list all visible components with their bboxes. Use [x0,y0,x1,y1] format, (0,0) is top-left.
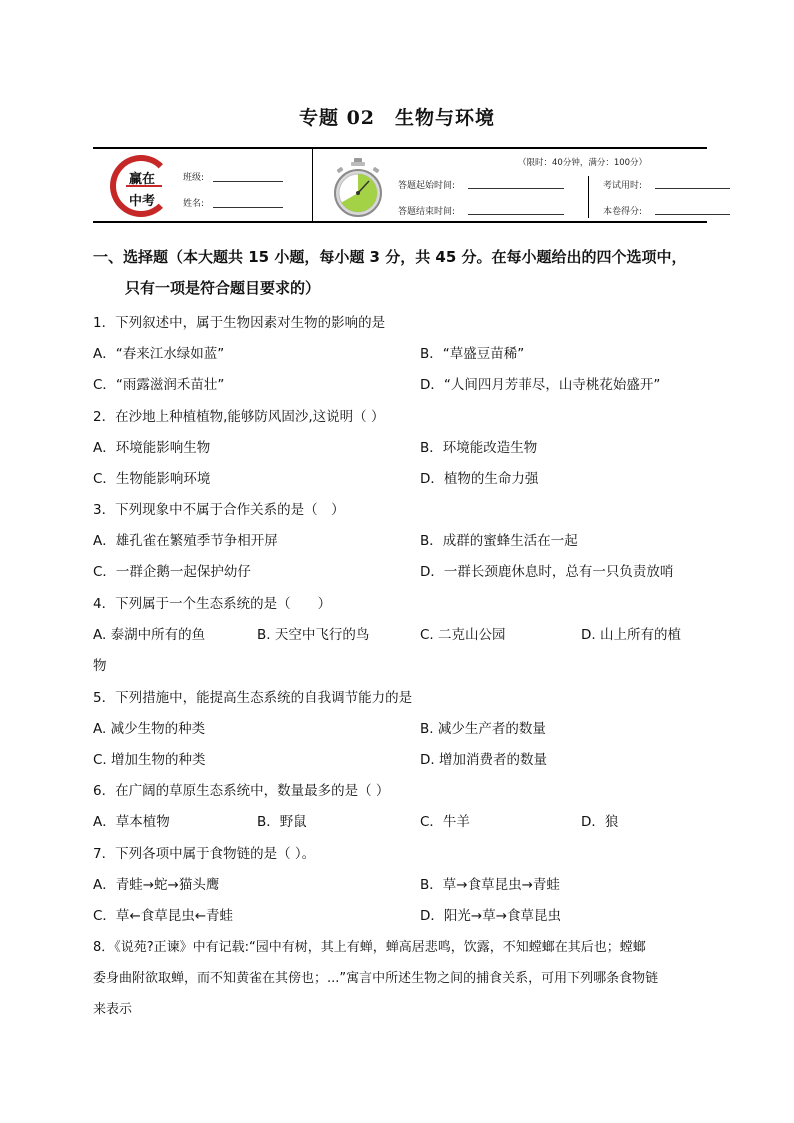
question-5-option-a[interactable]: A. 减少生物的种类 [93,721,206,737]
question-7-option-b[interactable]: B．草→食草昆虫→青蛙 [420,877,560,893]
question-5-option-b[interactable]: B. 减少生产者的数量 [420,721,546,737]
exam-time-field[interactable] [655,188,730,189]
question-3-option-d[interactable]: D．一群长颈鹿休息时，总有一只负责放哨 [420,564,674,580]
question-8-stem-line2: 委身曲附欲取蝉，而不知黄雀在其傍也；...”寓言中所述生物之间的捕食关系，可用下列哪条食物链 [93,971,659,986]
header-bottom-rule [93,221,707,223]
question-4-option-a[interactable]: A. 泰湖中所有的鱼 [93,627,206,643]
question-1-option-d[interactable]: D．“人间四月芳菲尽，山寺桃花始盛开” [420,377,661,393]
question-5-stem: 5．下列措施中，能提高生态系统的自我调节能力的是 [93,690,413,706]
start-time-label: 答题起始时间: [398,181,456,191]
question-1-option-a[interactable]: A．“春来江水绿如蓝” [93,346,225,362]
question-6-stem: 6．在广阔的草原生态系统中，数量最多的是（ ） [93,783,390,799]
question-4-option-c[interactable]: C. 二克山公园 [420,627,506,643]
class-field[interactable] [213,181,283,182]
question-3-option-b[interactable]: B．成群的蜜蜂生活在一起 [420,533,578,549]
limit-text: （限时：40分钟，满分：100分） [518,158,648,168]
question-3-option-a[interactable]: A．雄孔雀在繁殖季节争相开屏 [93,533,278,549]
question-2-stem: 2．在沙地上种植植物,能够防风固沙,这说明（ ） [93,409,385,425]
question-2-option-c[interactable]: C．生物能影响环境 [93,471,211,487]
question-6-option-d[interactable]: D．狼 [581,814,619,830]
logo-line2: 中考 [129,194,156,209]
stopwatch-icon [333,157,383,219]
start-time-field[interactable] [468,188,564,189]
question-4-stem: 4．下列属于一个生态系统的是（ ） [93,596,332,612]
class-label: 班级: [183,173,205,183]
question-7-option-c[interactable]: C．草←食草昆虫←青蛙 [93,908,234,924]
name-label: 姓名: [183,199,205,209]
exam-time-label: 考试用时: [603,181,643,191]
question-8-stem-line3: 来表示 [93,1002,133,1017]
question-3-stem: 3．下列现象中不属于合作关系的是（ ） [93,502,345,518]
question-7-stem: 7．下列各项中属于食物链的是（ ）。 [93,846,316,862]
section-heading-line1: 一、选择题（本大题共 15 小题，每小题 3 分，共 45 分。在每小题给出的四个选项中， [93,248,687,266]
question-7-option-a[interactable]: A．青蛙→蛇→猫头鹰 [93,877,220,893]
score-field[interactable] [655,214,730,215]
question-4-option-b[interactable]: B. 天空中飞行的鸟 [257,627,370,643]
question-6-option-a[interactable]: A．草本植物 [93,814,170,830]
page-title: 专题 02 生物与环境 [298,107,496,129]
header-top-rule [93,147,707,149]
question-5-option-d[interactable]: D. 增加消费者的数量 [420,752,547,768]
question-1-option-c[interactable]: C．“雨露滋润禾苗壮” [93,377,225,393]
question-7-option-d[interactable]: D．阳光→草→食草昆虫 [420,908,562,924]
header-divider-left [312,149,313,221]
name-field[interactable] [213,207,283,208]
end-time-field[interactable] [468,214,564,215]
header-divider-right [588,176,589,218]
question-3-option-c[interactable]: C．一群企鹅一起保护幼仔 [93,564,251,580]
question-1-option-b[interactable]: B．“草盛豆苗稀” [420,346,525,362]
question-2-option-d[interactable]: D．植物的生命力强 [420,471,539,487]
end-time-label: 答题结束时间: [398,207,456,217]
score-label: 本卷得分: [603,207,643,217]
question-2-option-a[interactable]: A．环境能影响生物 [93,440,211,456]
question-4-option-d-wrap: 物 [93,658,107,674]
question-4-option-d[interactable]: D. 山上所有的植 [581,627,681,643]
section-heading-line2: 只有一项是符合题目要求的） [125,279,321,297]
question-6-option-b[interactable]: B．野鼠 [257,814,307,830]
question-5-option-c[interactable]: C. 增加生物的种类 [93,752,206,768]
question-8-stem-line1: 8．《说苑?正谏》中有记载:“园中有树，其上有蝉，蝉高居悲鸣，饮露，不知螳螂在其后也；螳螂 [93,940,646,955]
question-2-option-b[interactable]: B．环境能改造生物 [420,440,538,456]
logo-line1: 赢在 [129,172,156,187]
question-6-option-c[interactable]: C．牛羊 [420,814,470,830]
question-1-stem: 1．下列叙述中，属于生物因素对生物的影响的是 [93,315,386,331]
